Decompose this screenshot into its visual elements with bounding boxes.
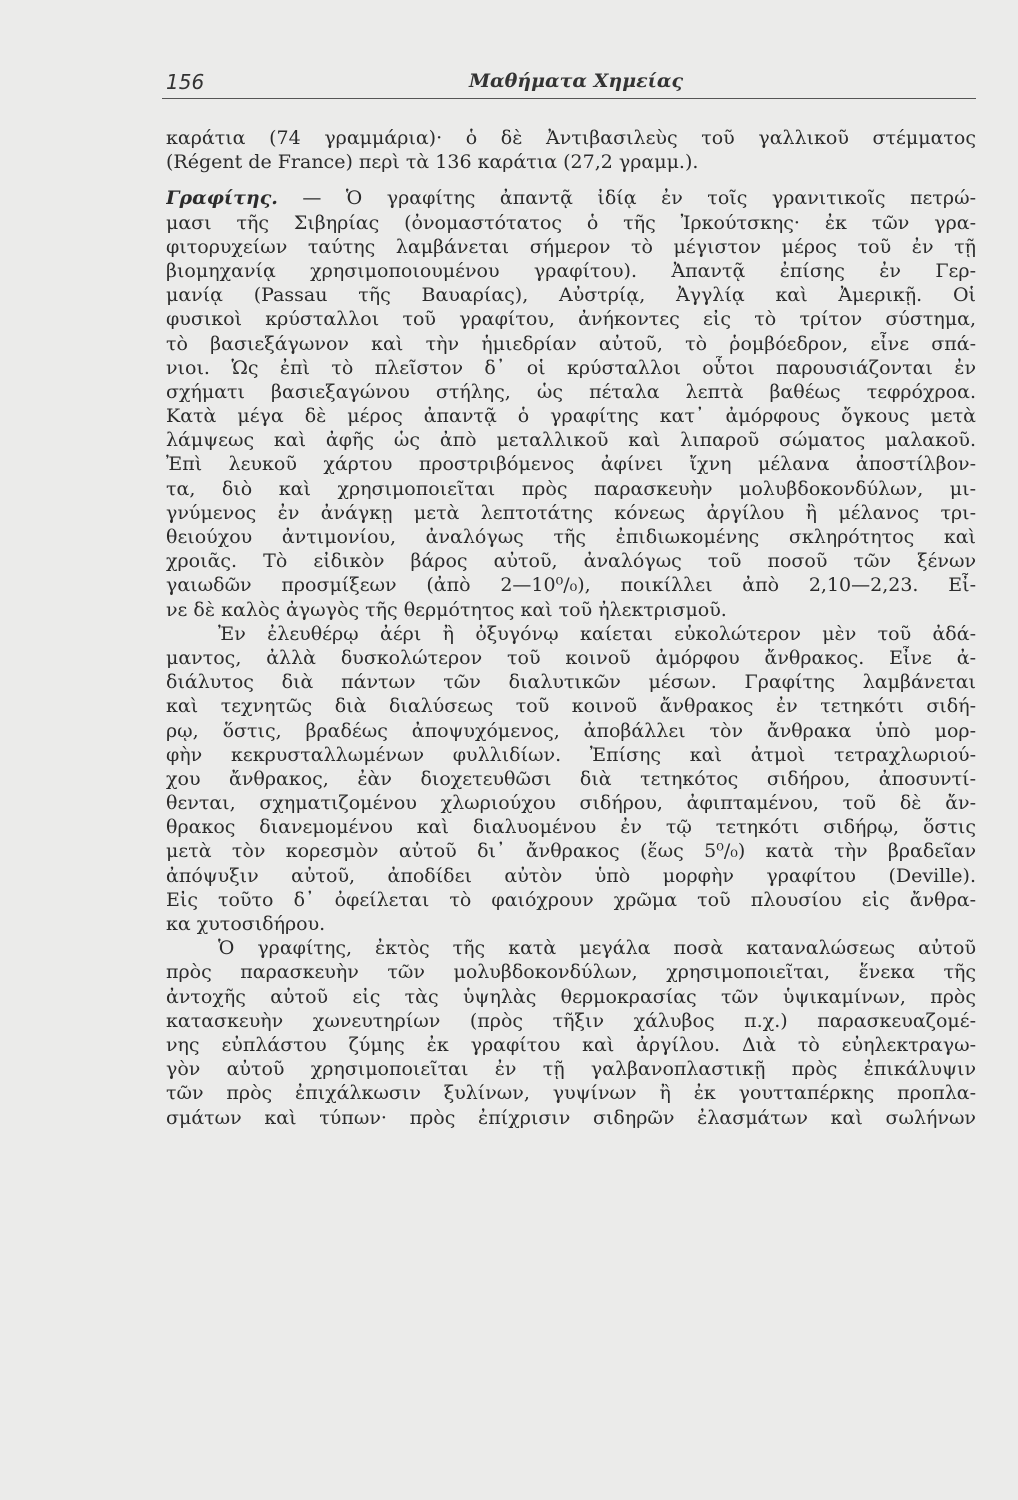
page-header	[166, 70, 976, 98]
text-line: μετὰ τὸν κορεσμὸν αὐτοῦ δι᾽ ἄνθρακος (ἕως 5⁰/₀) κατὰ τὴν βραδεῖαν	[166, 840, 976, 863]
text-line: καὶ τεχνητῶς διὰ διαλύσεως τοῦ κοινοῦ ἄνθρακος ἐν τετηκότι σιδή-	[166, 695, 976, 718]
text-line: χροιᾶς. Τὸ εἰδικὸν βάρος αὐτοῦ, ἀναλόγως τοῦ ποσοῦ τῶν ξένων	[166, 550, 976, 573]
section-heading-line: Γραφίτης. — Ὁ γραφίτης ἀπαντᾷ ἰδίᾳ ἐν τοῖς γρανιτικοῖς πετρώ-	[166, 187, 976, 210]
text-line: νε δὲ καλὸς ἀγωγὸς τῆς θερμότητος καὶ τοῦ ἠλεκτρισμοῦ.	[166, 598, 727, 621]
text-line: σχήματι βασιεξαγώνου στήλης, ὡς πέταλα λεπτὰ βαθέως τεφρόχροα.	[166, 380, 976, 403]
text-line: χου ἄνθρακος, ἐὰν διοχετευθῶσι διὰ τετηκότος σιδήρου, ἀποσυντί-	[166, 767, 976, 790]
text-line: γαιωδῶν προσμίξεων (ἀπὸ 2—10⁰/₀), ποικίλλει ἀπὸ 2,10—2,23. Εἶ-	[166, 574, 976, 597]
page-number: 156	[166, 70, 205, 94]
text-line: ρῳ, ὅστις, βραδέως ἀποψυχόμενος, ἀποβάλλει τὸν ἄνθρακα ὑπὸ μορ-	[166, 719, 976, 742]
text-line: θειούχου ἀντιμονίου, ἀναλόγως τῆς ἐπιδιωκομένης σκληρότητος καὶ	[166, 526, 976, 548]
text-line: μαντος, ἀλλὰ δυσκολώτερον τοῦ κοινοῦ ἀμόρφου ἄνθρακος. Εἶνε ἀ-	[166, 646, 976, 669]
text-line: διάλυτος διὰ πάντων τῶν διαλυτικῶν μέσων. Γραφίτης λαμβάνεται	[166, 671, 976, 694]
text-line: Ὁ γραφίτης, ἐκτὸς τῆς κατὰ μεγάλα ποσὰ καταναλώσεως αὐτοῦ	[218, 937, 976, 960]
text-line: φιτορυχείων ταύτης λαμβάνεται σήμερον τὸ μέγιστον μέρος τοῦ ἐν τῇ	[166, 235, 976, 258]
text-line: Ἐπὶ λευκοῦ χάρτου προστριβόμενος ἀφίνει ἴχνη μέλανα ἀποστίλβον-	[166, 453, 976, 476]
text-line: τὸ βασιεξάγωνον καὶ τὴν ἡμιεδρίαν αὐτοῦ, τὸ ῥομβόεδρον, εἶνε σπά-	[166, 332, 976, 355]
text-line: σμάτων καὶ τύπων· πρὸς ἐπίχρισιν σιδηρῶν ἐλασμάτων καὶ σωλήνων	[166, 1106, 976, 1129]
text-line: καράτια (74 γραμμάρια)· ὁ δὲ Ἀντιβασιλεὺς τοῦ γαλλικοῦ στέμματος	[166, 127, 976, 149]
text-line: ἀπόψυξιν αὐτοῦ, ἀποδίδει αὐτὸν ὑπὸ μορφὴν γραφίτου (Deville).	[166, 864, 976, 887]
text-line: μανίᾳ (Passau τῆς Βαυαρίας), Αὐστρίᾳ, Ἀγγλίᾳ καὶ Ἀμερικῇ. Οἱ	[166, 284, 976, 307]
text-line: πρὸς παρασκευὴν τῶν μολυβδοκονδύλων, χρησιμοποιεῖται, ἕνεκα τῆς	[166, 961, 976, 984]
text-line: κατασκευὴν χωνευτηρίων (πρὸς τῆξιν χάλυβος π.χ.) παρασκευαζομέ-	[166, 1009, 976, 1032]
text-line: γνύμενος ἐν ἀνάγκῃ μετὰ λεπτοτάτης κόνεως ἀργίλου ἢ μέλανος τρι-	[166, 501, 976, 524]
text-line: βιομηχανίᾳ χρησιμοποιουμένου γραφίτου). Ἀπαντᾷ ἐπίσης ἐν Γερ-	[166, 259, 976, 282]
text-line: νης εὐπλάστου ζύμης ἐκ γραφίτου καὶ ἀργίλου. Διὰ τὸ εὐηλεκτραγω-	[166, 1033, 976, 1056]
text-line: τῶν πρὸς ἐπιχάλκωσιν ξυλίνων, γυψίνων ἢ ἐκ γουτταπέρκης προπλα-	[166, 1082, 976, 1105]
text-line: (Régent de France) περὶ τὰ 136 καράτια (27,2 γραμμ.).	[166, 151, 699, 174]
body-text	[166, 126, 976, 1130]
running-title: Μαθήματα Χημείας	[468, 70, 684, 92]
text-line: Εἰς τοῦτο δ᾽ ὀφείλεται τὸ φαιόχρουν χρῶμα τοῦ πλουσίου εἰς ἄνθρα-	[166, 888, 976, 911]
text-line: ἀντοχῆς αὐτοῦ εἰς τὰς ὑψηλὰς θερμοκρασίας τῶν ὑψικαμίνων, πρὸς	[166, 985, 976, 1008]
text-line: θρακος διανεμομένου καὶ διαλυομένου ἐν τῷ τετηκότι σιδήρῳ, ὅστις	[166, 816, 976, 839]
text-line: γὸν αὐτοῦ χρησιμοποιεῖται ἐν τῇ γαλβανοπλαστικῇ πρὸς ἐπικάλυψιν	[166, 1058, 976, 1081]
text-line: Κατὰ μέγα δὲ μέρος ἀπαντᾷ ὁ γραφίτης κατ᾽ ἀμόρφους ὄγκους μετὰ	[166, 405, 976, 428]
header-rule	[162, 98, 976, 99]
section-heading-word: Γραφίτης.	[166, 187, 278, 210]
text-line: λάμψεως καὶ ἀφῆς ὡς ἀπὸ μεταλλικοῦ καὶ λιπαροῦ σώματος μαλακοῦ.	[166, 429, 976, 452]
text-line: μασι τῆς Σιβηρίας (ὀνομαστότατος ὁ τῆς Ἰρκούτσκης· ἐκ τῶν γρα-	[166, 211, 976, 234]
text-line: τα, διὸ καὶ χρησιμοποιεῖται πρὸς παρασκευὴν μολυβδοκονδύλων, μι-	[166, 477, 976, 500]
text-line: κα χυτοσιδήρου.	[166, 913, 326, 935]
text-line: θενται, σχηματιζομένου χλωριούχου σιδήρου, ἀφιπταμένου, τοῦ δὲ ἄν-	[166, 792, 976, 815]
text-line: νιοι. Ὡς ἐπὶ τὸ πλεῖστον δ᾽ οἱ κρύσταλλοι οὗτοι παρουσιάζονται ἐν	[166, 356, 976, 379]
text-line: φυσικοὶ κρύσταλλοι τοῦ γραφίτου, ἀνήκοντες εἰς τὸ τρίτον σύστημα,	[166, 308, 976, 331]
text-line: φὴν κεκρυσταλλωμένων φυλλιδίων. Ἐπίσης καὶ ἀτμοὶ τετραχλωριού-	[166, 743, 976, 766]
text-line: Ἐν ἐλευθέρῳ ἀέρι ἢ ὀξυγόνῳ καίεται εὐκολώτερον μὲν τοῦ ἀδά-	[218, 622, 976, 645]
